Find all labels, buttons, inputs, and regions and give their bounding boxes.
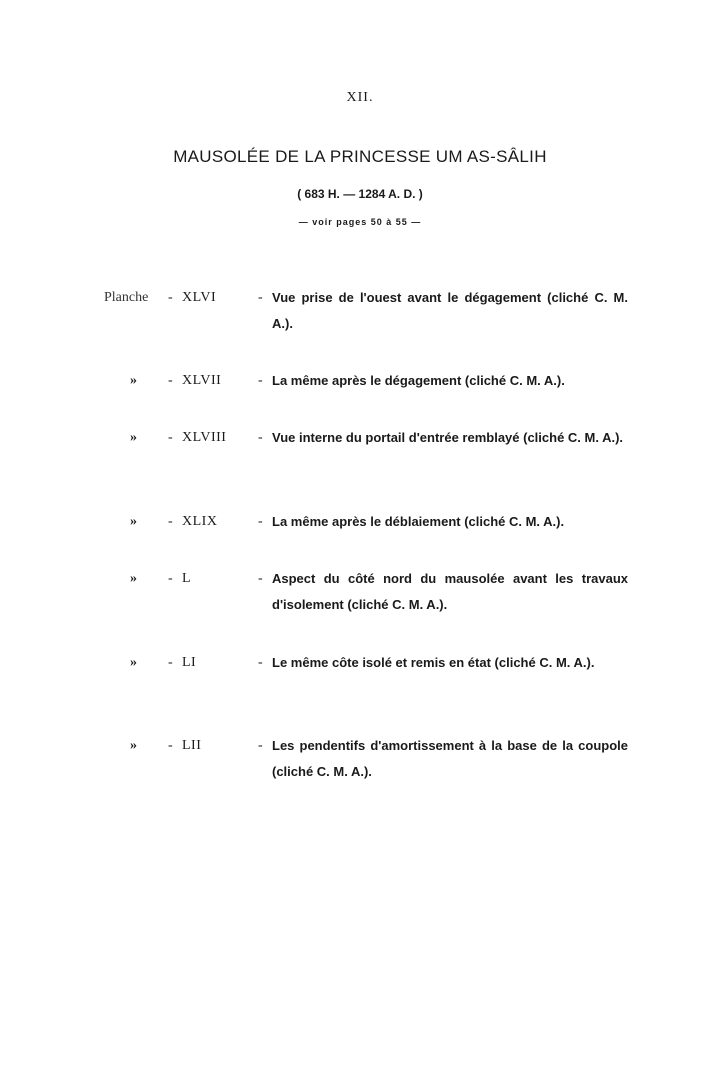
plate-numeral: XLVII — [182, 373, 222, 388]
plate-dash: - — [168, 514, 173, 529]
plate-dash: - — [168, 655, 173, 670]
plate-description: La même après le dégagement (cliché C. M. A.). — [272, 373, 565, 388]
plate-numeral: XLIX — [182, 514, 218, 529]
page-number: XII. — [346, 90, 374, 105]
description-dash: - — [258, 430, 263, 445]
ditto-mark: » — [130, 571, 137, 586]
ditto-mark: » — [130, 514, 137, 529]
description-dash: - — [258, 290, 263, 305]
plate-dash: - — [168, 571, 173, 586]
plate-numeral: XLVIII — [182, 430, 227, 445]
description-dash: - — [258, 655, 263, 670]
plate-description: Le même côte isolé et remis en état (cliché C. M. A.). — [272, 655, 595, 670]
date-range: ( 683 H. — 1284 A. D. ) — [297, 187, 423, 201]
plate-numeral: LII — [182, 738, 202, 753]
ditto-mark: » — [130, 738, 137, 753]
plate-dash: - — [168, 430, 173, 445]
plate-description: Les pendentifs d'amortissement à la base de la coupole (cliché C. M. A.). — [272, 738, 628, 779]
plate-description: Vue prise de l'ouest avant le dégagement (cliché C. M. A.). — [272, 290, 628, 331]
plate-label: Planche — [104, 290, 149, 305]
plate-dash: - — [168, 738, 173, 753]
plate-numeral: XLVI — [182, 290, 217, 305]
description-dash: - — [258, 514, 263, 529]
plate-description: Vue interne du portail d'entrée remblayé (cliché C. M. A.). — [272, 430, 624, 445]
plate-description: La même après le déblaiement (cliché C. M. A.). — [272, 514, 565, 529]
plate-dash: - — [168, 290, 173, 305]
ditto-mark: » — [130, 430, 137, 445]
description-dash: - — [258, 571, 263, 586]
plate-dash: - — [168, 373, 173, 388]
description-dash: - — [258, 738, 263, 753]
page-reference: — voir pages 50 à 55 — — [298, 217, 422, 227]
plate-numeral: L — [182, 571, 192, 586]
description-dash: - — [258, 373, 263, 388]
ditto-mark: » — [130, 655, 137, 670]
page-title: MAUSOLÉE DE LA PRINCESSE UM AS-SÂLIH — [173, 147, 547, 166]
ditto-mark: » — [130, 373, 137, 388]
plate-numeral: LI — [182, 655, 197, 670]
plate-description: Aspect du côté nord du mausolée avant les travaux d'isolement (cliché C. M. A.). — [272, 571, 628, 612]
